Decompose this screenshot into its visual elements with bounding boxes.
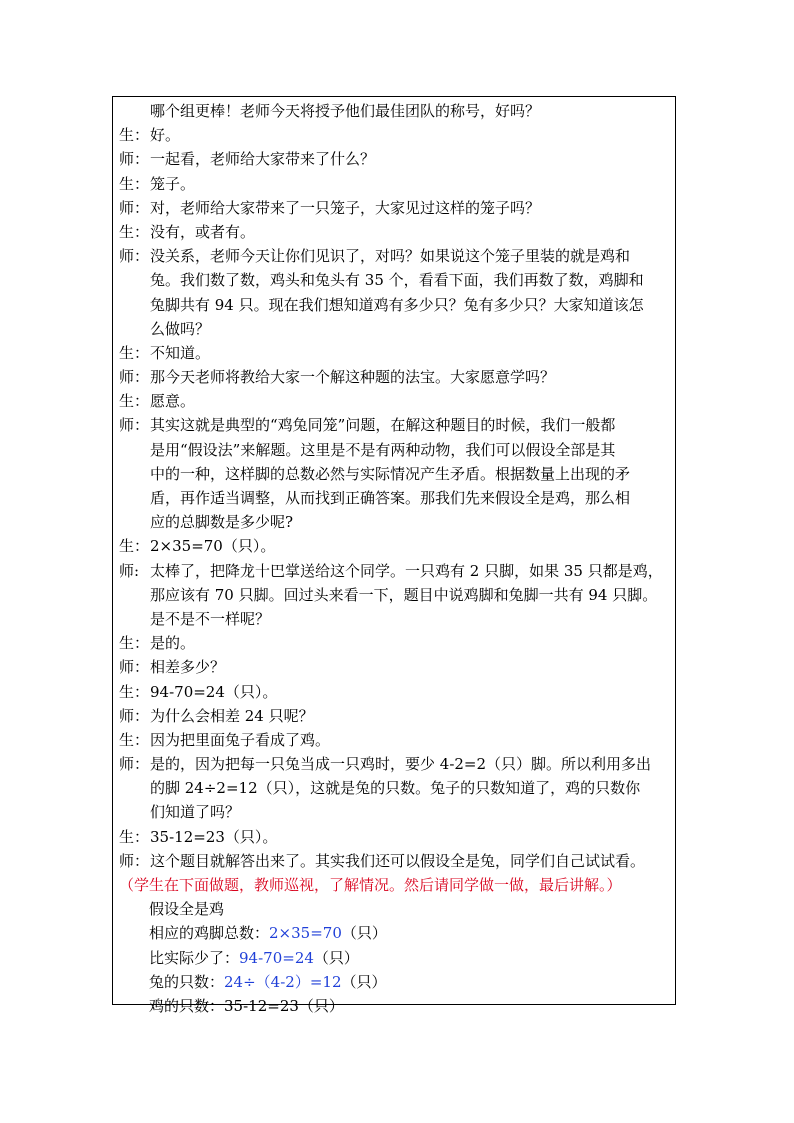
speaker-label: 师： xyxy=(119,198,150,217)
step-expression: 35-12=23 xyxy=(224,996,299,1015)
dialogue-line-continued: 兔脚共有 94 只。现在我们想知道鸡有多少只？兔有多少只？大家知道该怎 xyxy=(150,295,644,314)
lesson-content xyxy=(119,99,675,1018)
dialogue-text: 相差多少？ xyxy=(150,658,226,677)
dialogue-line xyxy=(119,365,675,389)
dialogue-line xyxy=(119,341,675,365)
dialogue-line xyxy=(119,728,675,752)
solution-step xyxy=(119,994,675,1018)
dialogue-line-continued: 盾，再作适当调整，从而找到正确答案。那我们先来假设全是鸡，那么相 xyxy=(150,489,631,507)
teacher-note: （学生在下面做题，教师巡视，了解情况。然后请同学做一做，最后讲解。） xyxy=(119,876,622,894)
dialogue-text: 是的，因为把每一只兔当成一只鸡时，要少 4-2=2（只）脚。所以利用多出 xyxy=(150,755,652,774)
dialogue-line-continued: 中的一种，这样脚的总数必然与实际情况产生矛盾。根据数量上出现的矛 xyxy=(150,464,631,483)
dialogue-text: 一起看，老师给大家带来了什么？ xyxy=(150,150,376,169)
speaker-label: 师： xyxy=(119,706,150,725)
dialogue-text: 其实这就是典型的“鸡兔同笼”问题，在解这种题目的时候，我们一般都 xyxy=(150,416,616,435)
dialogue-line xyxy=(119,244,675,268)
dialogue-line-continued: 是不是不一样呢？ xyxy=(150,609,271,628)
dialogue-line xyxy=(119,147,675,171)
speaker-label: 师： xyxy=(119,658,150,677)
dialogue-line-continued: 么做吗？ xyxy=(150,319,211,338)
speaker-label: 生： xyxy=(119,634,150,653)
dialogue-text: 笼子。 xyxy=(150,174,196,193)
solution-heading: 假设全是鸡 xyxy=(149,900,225,919)
step-unit: （只） xyxy=(341,924,387,943)
speaker-label: 师： xyxy=(119,247,150,266)
speaker-label: 生： xyxy=(119,392,150,411)
dialogue-text: 太棒了，把降龙十巴掌送给这个同学。一只鸡有 2 只脚，如果 35 只都是鸡， xyxy=(150,561,663,580)
dialogue-text: 35-12=23（只）。 xyxy=(150,827,278,846)
dialogue-text: 没有，或者有。 xyxy=(150,222,256,241)
dialogue-text: 因为把里面兔子看成了鸡。 xyxy=(150,730,331,749)
dialogue-text: 哪个组更棒！老师今天将授予他们最佳团队的称号，好吗？ xyxy=(150,102,541,120)
dialogue-line xyxy=(119,655,675,679)
speaker-label: 生： xyxy=(119,174,150,193)
step-label: 比实际少了： xyxy=(149,948,240,967)
dialogue-text: 没关系，老师今天让你们见识了，对吗？如果说这个笼子里装的就是鸡和 xyxy=(150,247,631,266)
dialogue-line xyxy=(119,559,675,583)
dialogue-line-continued: 应的总脚数是多少呢? xyxy=(150,513,294,532)
dialogue-line xyxy=(119,704,675,728)
dialogue-line xyxy=(119,680,675,704)
dialogue-line xyxy=(119,172,675,196)
dialogue-line xyxy=(119,752,675,776)
speaker-label: 师： xyxy=(119,150,150,169)
dialogue-line-continued: 们知道了吗？ xyxy=(150,803,241,822)
step-expression: 24÷（4-2）=12 xyxy=(224,972,342,991)
dialogue-line xyxy=(119,220,675,244)
dialogue-line xyxy=(119,849,675,873)
dialogue-text: 94-70=24（只）。 xyxy=(150,682,278,701)
dialogue-text: 不知道。 xyxy=(150,343,211,362)
dialogue-line-continued: 兔。我们数了数，鸡头和兔头有 35 个，看看下面，我们再数了数，鸡脚和 xyxy=(150,271,644,290)
speaker-label: 生： xyxy=(119,222,150,241)
speaker-label: 师: xyxy=(119,561,140,580)
step-unit: （只） xyxy=(341,972,387,991)
dialogue-line xyxy=(119,631,675,655)
dialogue-text: 2×35=70（只）。 xyxy=(150,537,276,556)
solution-step xyxy=(119,921,675,945)
dialogue-text: 为什么会相差 24 只呢？ xyxy=(150,706,314,725)
solution-step xyxy=(119,946,675,970)
dialogue-line xyxy=(119,389,675,413)
step-label: 兔的只数： xyxy=(149,972,225,991)
dialogue-text: 愿意。 xyxy=(150,392,196,411)
dialogue-text: 这个题目就解答出来了。其实我们还可以假设全是兔，同学们自己试试看。 xyxy=(150,851,646,870)
dialogue-text: 好。 xyxy=(150,126,181,145)
dialogue-line-continued: 是用“假设法”来解题。这里是不是有两种动物，我们可以假设全部是其 xyxy=(150,440,616,459)
dialogue-line xyxy=(119,123,675,147)
speaker-label: 生： xyxy=(119,537,150,556)
speaker-label: 生： xyxy=(119,343,150,362)
speaker-label: 生： xyxy=(119,682,150,701)
dialogue-line-continued: 那应该有 70 只脚。回过头来看一下，题目中说鸡脚和兔脚一共有 94 只脚。 xyxy=(150,585,658,604)
step-expression: 2×35=70 xyxy=(269,924,342,943)
step-unit: （只） xyxy=(313,948,359,967)
dialogue-text: 是的。 xyxy=(150,634,196,653)
speaker-label: 师： xyxy=(119,416,150,435)
speaker-label: 师： xyxy=(119,368,150,387)
solution-step xyxy=(119,970,675,994)
step-label: 鸡的只数： xyxy=(149,996,225,1015)
speaker-label: 师： xyxy=(119,851,150,870)
dialogue-line xyxy=(119,413,675,437)
dialogue-text: 那今天老师将教给大家一个解这种题的法宝。大家愿意学吗？ xyxy=(150,368,556,387)
dialogue-line xyxy=(119,99,675,123)
speaker-label: 生： xyxy=(119,827,150,846)
step-unit: （只） xyxy=(298,996,344,1015)
speaker-label: 生： xyxy=(119,126,150,145)
dialogue-line-continued: 的脚 24÷2=12（只），这就是兔的只数。兔子的只数知道了，鸡的只数你 xyxy=(150,779,641,798)
speaker-label: 生： xyxy=(119,730,150,749)
step-expression: 94-70=24 xyxy=(239,948,314,967)
step-label: 相应的鸡脚总数： xyxy=(149,924,270,943)
dialogue-line xyxy=(119,534,675,558)
dialogue-line xyxy=(119,196,675,220)
speaker-label: 师： xyxy=(119,755,150,774)
dialogue-line xyxy=(119,825,675,849)
dialogue-text: 对，老师给大家带来了一只笼子，大家见过这样的笼子吗？ xyxy=(150,198,541,217)
